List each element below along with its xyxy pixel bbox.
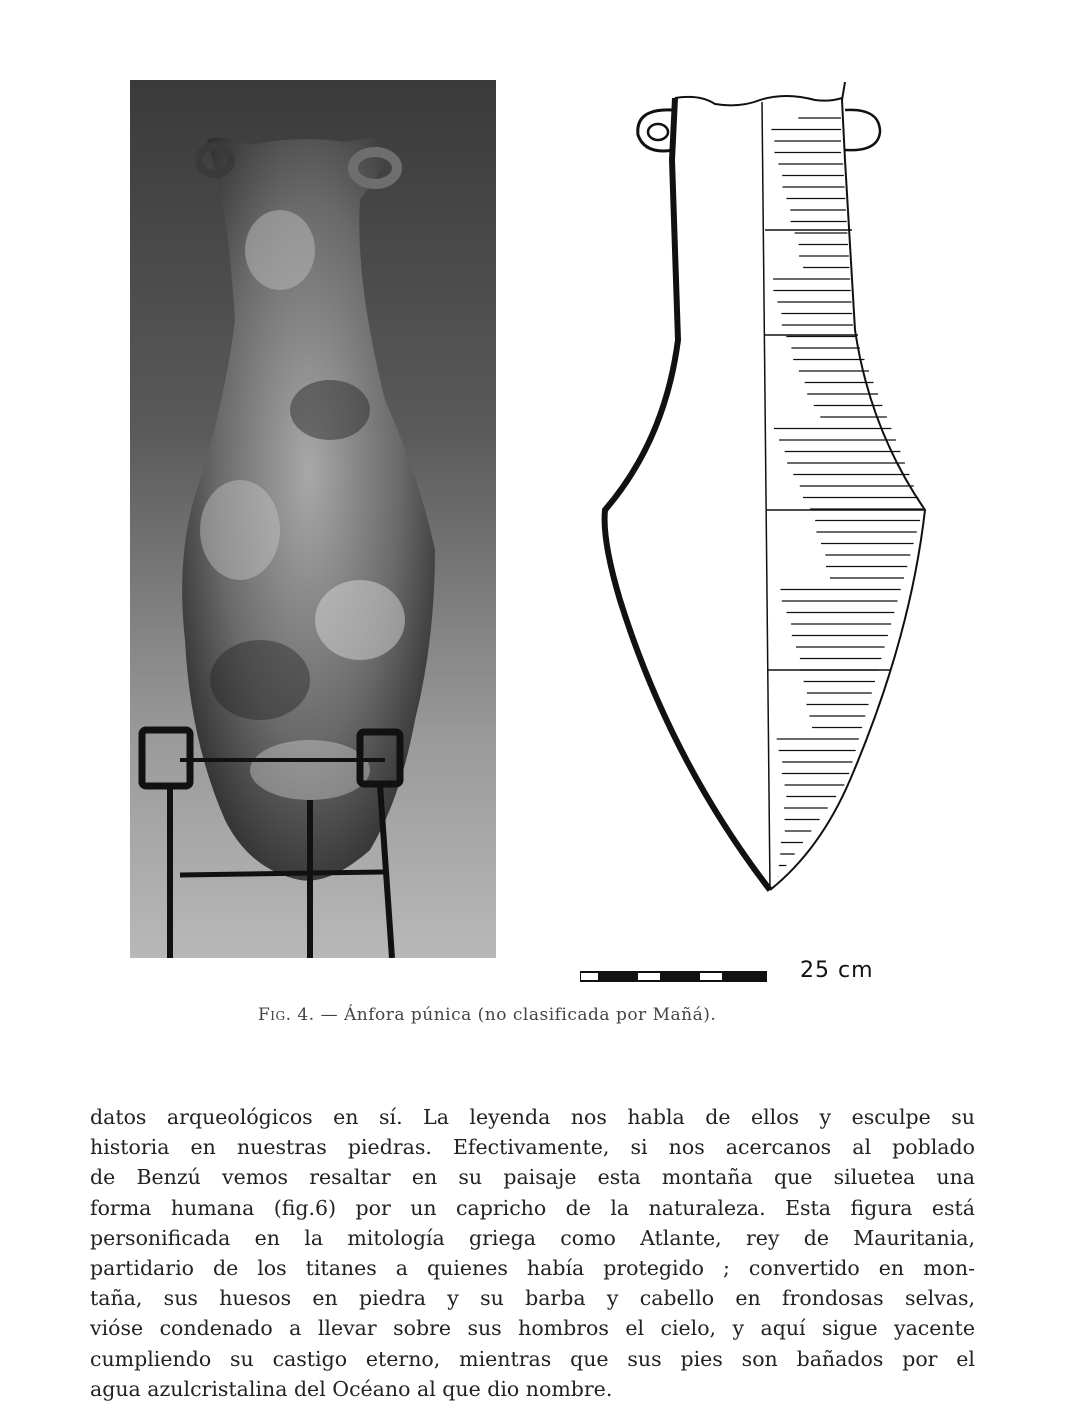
- text-line: taña, sus huesos en piedra y su barba y cabello en frondosas selvas,: [90, 1286, 975, 1311]
- text-line: agua azulcristalina del Océano al que dio nombre.: [90, 1376, 613, 1401]
- text-line: historia en nuestras piedras. Efectivamente, si nos acercanos al poblado: [90, 1135, 975, 1160]
- text-line: personificada en la mitología griega como Atlante, rey de Mauritania,: [90, 1225, 975, 1250]
- text-line: de Benzú vemos resaltar en su paisaje esta montaña que siluetea una: [90, 1165, 975, 1190]
- amphora-drawing: [590, 80, 935, 900]
- scale-label: 25 cm: [800, 958, 874, 983]
- caption-text: — Ánfora púnica (no clasificada por Mañá).: [320, 1005, 717, 1025]
- text-line: cumpliendo su castigo eterno, mientras que sus pies son bañados por el: [90, 1346, 975, 1371]
- text-line: datos arqueológicos en sí. La leyenda nos habla de ellos y esculpe su: [90, 1105, 975, 1129]
- amphora-photograph: [130, 80, 496, 958]
- text-line: vióse condenado a llevar sobre sus hombros el cielo, y aquí sigue yacente: [90, 1316, 975, 1341]
- figure-caption: [258, 1005, 818, 1025]
- text-line: forma humana (fig.6) por un capricho de la naturaleza. Esta figura está: [90, 1195, 975, 1220]
- body-paragraph: [90, 1102, 975, 1404]
- caption-prefix: Fig. 4.: [258, 1005, 315, 1025]
- text-line: partidario de los titanes a quienes había protegido ; convertido en mon-: [90, 1255, 975, 1280]
- section-hatching: [771, 118, 922, 877]
